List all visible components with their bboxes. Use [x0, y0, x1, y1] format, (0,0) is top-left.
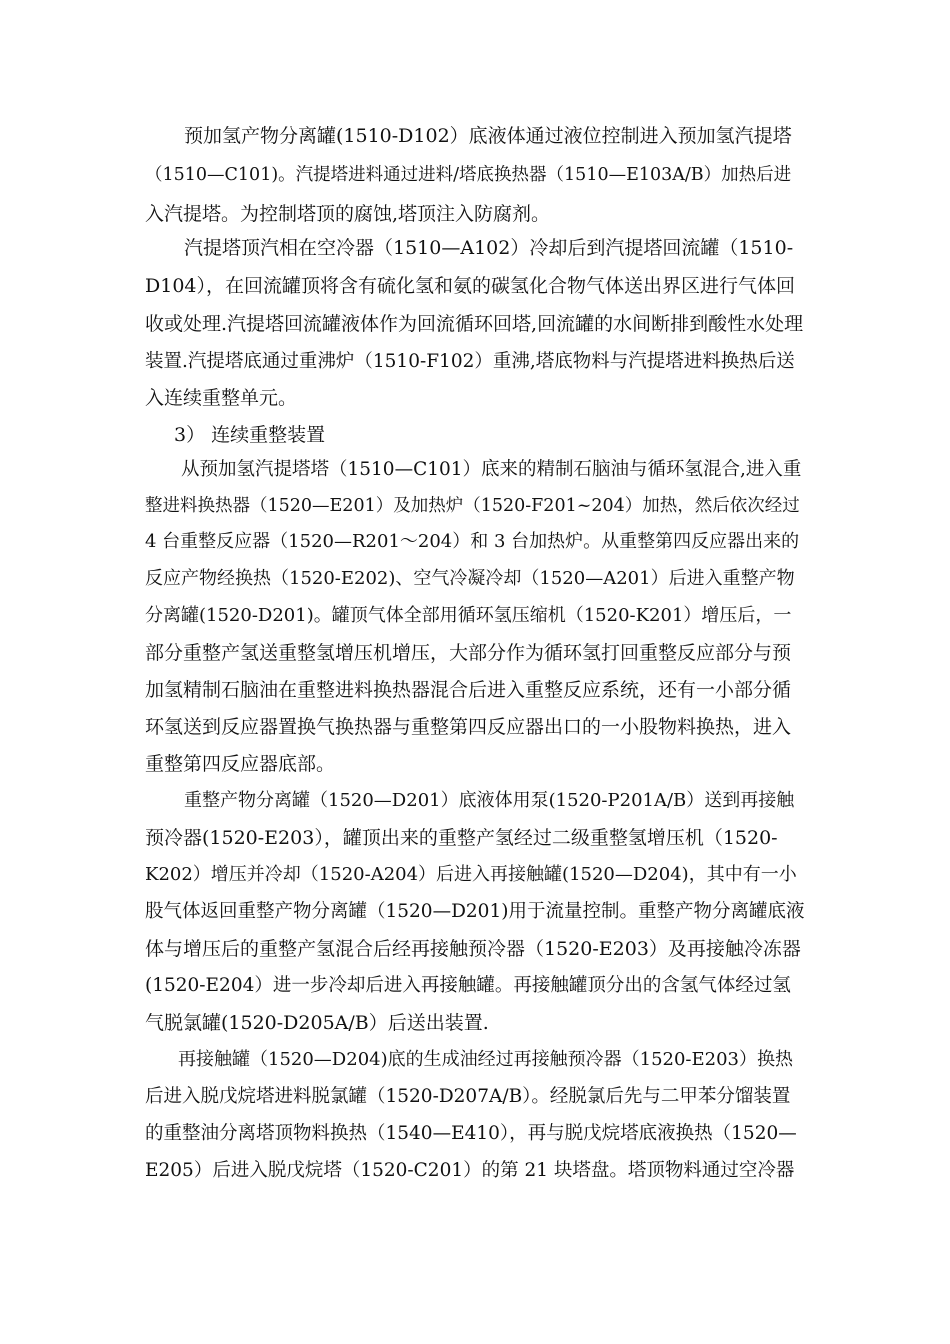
text-line: E205）后进入脱戊烷塔（1520-C201）的第 21 块塔盘。塔顶物料通过空冷器 — [145, 1160, 795, 1181]
text-line: K202）增压并冷却（1520-A204）后进入再接触罐(1520—D204)，其中有一小 — [145, 864, 797, 885]
text-line: 整进料换热器（1520—E201）及加热炉（1520-F201~204）加热，然后依次经过 — [145, 496, 800, 516]
text-line: D104），在回流罐顶将含有硫化氢和氨的碳氢化合物气体送出界区进行气体回 — [145, 275, 796, 297]
text-line: 重整第四反应器底部。 — [145, 753, 336, 775]
text-line: (1520-E204）进一步冷却后进入再接触罐。再接触罐顶分出的含氢气体经过氢 — [145, 975, 791, 996]
text-line: 装置.汽提塔底通过重沸炉（1510-F102）重沸,塔底物料与汽提塔进料换热后送 — [145, 351, 795, 372]
text-line: 分离罐(1520-D201)。罐顶气体全部用循环氢压缩机（1520-K201）增压后，一 — [145, 605, 792, 626]
text-line: 部分重整产氢送重整氢增压机增压，大部分作为循环氢打回重整反应部分与预 — [145, 642, 792, 664]
text-line: 预加氢产物分离罐(1510-D102）底液体通过液位控制进入预加氢汽提塔 — [184, 125, 792, 147]
text-line: 4 台重整反应器（1520—R201～204）和 3 台加热炉。从重整第四反应器出来的 — [145, 531, 800, 552]
text-line: 再接触罐（1520—D204)底的生成油经过再接触预冷器（1520-E203）换热 — [178, 1049, 794, 1070]
text-line: 反应产物经换热（1520-E202)、空气冷凝冷却（1520—A201）后进入重整产物 — [145, 568, 795, 589]
text-line: 后进入脱戊烷塔进料脱氯罐（1520-D207A/B）。经脱氯后先与二甲苯分馏装置 — [145, 1086, 791, 1107]
text-line: 收或处理.汽提塔回流罐液体作为回流循环回塔,回流罐的水间断排到酸性水处理 — [145, 313, 804, 335]
text-line: 从预加氢汽提塔塔（1510—C101）底来的精制石脑油与循环氢混合,进入重 — [181, 459, 802, 480]
text-line: 的重整油分离塔顶物料换热（1540—E410），再与脱戊烷塔底液换热（1520— — [145, 1123, 797, 1144]
text-line: 汽提塔顶汽相在空冷器（1510—A102）冷却后到汽提塔回流罐（1510- — [184, 237, 794, 259]
text-line: 入汽提塔。为控制塔顶的腐蚀,塔顶注入防腐剂。 — [145, 203, 551, 225]
text-line: 入连续重整单元。 — [145, 387, 298, 409]
text-line: 气脱氯罐(1520-D205A/B）后送出装置. — [145, 1012, 489, 1034]
text-line: （1510—C101)。汽提塔进料通过进料/塔底换热器（1510—E103A/B）加热后进 — [145, 165, 792, 185]
text-line: 预冷器(1520-E203），罐顶出来的重整产氢经过二级重整氢增压机（1520- — [145, 827, 778, 849]
text-line: 股气体返回重整产物分离罐（1520—D201)用于流量控制。重整产物分离罐底液 — [145, 901, 805, 922]
text-line: 环氢送到反应器置换气换热器与重整第四反应器出口的一小股物料换热，进入 — [145, 716, 792, 738]
text-line: 重整产物分离罐（1520—D201）底液体用泵(1520-P201A/B）送到再接触 — [184, 790, 795, 811]
text-line: 体与增压后的重整产氢混合后经再接触预冷器（1520-E203）及再接触冷冻器 — [145, 938, 801, 960]
text-line: 加氢精制石脑油在重整进料换热器混合后进入重整反应系统，还有一小部分循 — [145, 679, 792, 701]
section-heading: 3） 连续重整装置 — [174, 424, 326, 446]
